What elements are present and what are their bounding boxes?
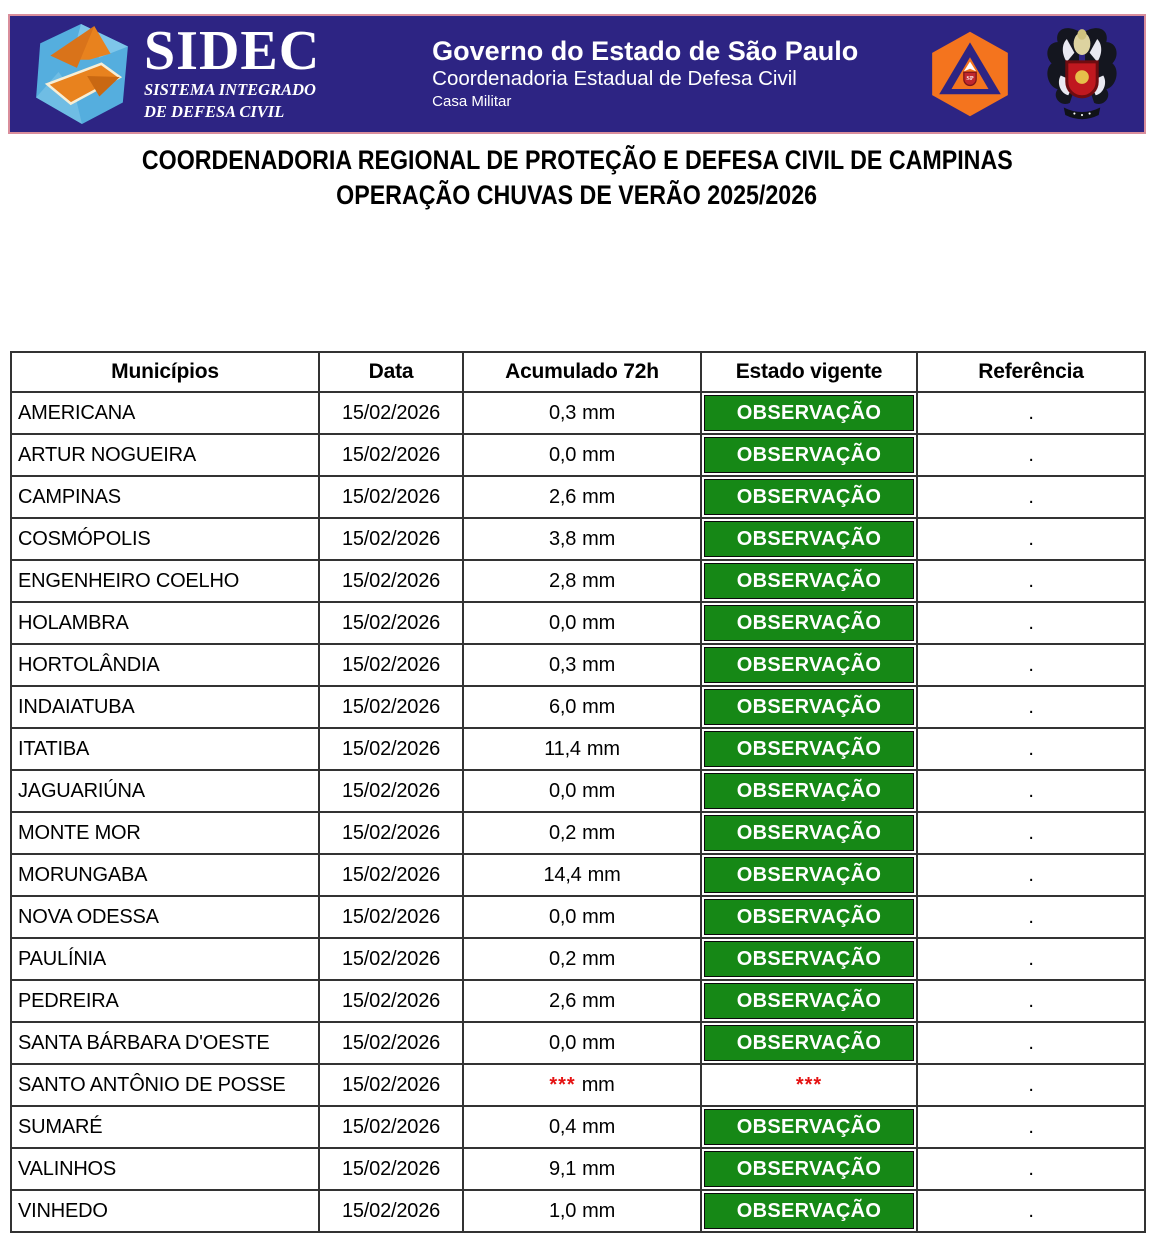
cell-municipio: NOVA ODESSA [11, 896, 319, 938]
header-acumulado: Acumulado 72h [463, 352, 701, 392]
gov-line1: Governo do Estado de São Paulo [432, 35, 859, 66]
cell-estado [701, 434, 917, 476]
header-estado: Estado vigente [701, 352, 917, 392]
table-body [11, 392, 1145, 1232]
estado-box: OBSERVAÇÃO [704, 395, 914, 431]
cell-data: 15/02/2026 [319, 980, 463, 1022]
acumulado-value: 0,3 [548, 401, 577, 424]
table-row [11, 728, 1145, 770]
acumulado-value: 3,8 [548, 527, 577, 550]
cell-municipio: VINHEDO [11, 1190, 319, 1232]
cell-data: 15/02/2026 [319, 728, 463, 770]
acumulado-value: 0,2 [548, 821, 577, 844]
cell-estado [701, 602, 917, 644]
acumulado-value: 0,3 [548, 653, 577, 676]
acumulado-unit: mm [582, 1157, 616, 1180]
acumulado-unit: mm [582, 611, 616, 634]
acumulado-unit: mm [582, 653, 616, 676]
government-heading [432, 37, 858, 112]
cell-estado [701, 854, 917, 896]
table-row [11, 896, 1145, 938]
cell-acumulado [463, 434, 701, 476]
cell-estado [701, 812, 917, 854]
acumulado-unit: mm [582, 1115, 616, 1138]
cell-referencia: . [917, 1190, 1145, 1232]
estado-box: OBSERVAÇÃO [704, 1151, 914, 1187]
cell-municipio: ITATIBA [11, 728, 319, 770]
table-row [11, 1022, 1145, 1064]
cell-data: 15/02/2026 [319, 1064, 463, 1106]
cell-data: 15/02/2026 [319, 812, 463, 854]
header-banner [8, 14, 1146, 134]
cell-referencia: . [917, 938, 1145, 980]
cell-municipio: CAMPINAS [11, 476, 319, 518]
emblems-group [926, 22, 1120, 126]
estado-box: OBSERVAÇÃO [704, 479, 914, 515]
cell-acumulado [463, 686, 701, 728]
svg-text:SP: SP [966, 76, 974, 83]
cell-referencia: . [917, 1148, 1145, 1190]
cell-referencia: . [917, 980, 1145, 1022]
cell-acumulado [463, 770, 701, 812]
cell-data: 15/02/2026 [319, 392, 463, 434]
acumulado-unit: mm [582, 401, 616, 424]
sidec-origami-bird-icon [28, 23, 134, 125]
cell-estado [701, 1064, 917, 1106]
cell-acumulado [463, 392, 701, 434]
cell-data: 15/02/2026 [319, 686, 463, 728]
acumulado-unit: mm [582, 905, 616, 928]
cell-data: 15/02/2026 [319, 518, 463, 560]
acumulado-value: 14,4 [543, 863, 582, 886]
table-row [11, 392, 1145, 434]
cell-acumulado [463, 728, 701, 770]
cell-acumulado [463, 938, 701, 980]
cell-acumulado [463, 476, 701, 518]
cell-referencia: . [917, 1022, 1145, 1064]
cell-referencia: . [917, 476, 1145, 518]
estado-box: OBSERVAÇÃO [704, 983, 914, 1019]
table-row [11, 434, 1145, 476]
acumulado-unit: mm [582, 947, 616, 970]
cell-estado [701, 938, 917, 980]
table-row [11, 686, 1145, 728]
table-row [11, 1064, 1145, 1106]
cell-referencia: . [917, 560, 1145, 602]
cell-acumulado [463, 1064, 701, 1106]
cell-estado [701, 1106, 917, 1148]
sidec-wordmark [144, 20, 321, 121]
cell-acumulado [463, 560, 701, 602]
acumulado-value: 2,6 [548, 485, 577, 508]
cell-estado [701, 686, 917, 728]
table-row [11, 1148, 1145, 1190]
sidec-subtitle-line2: DE DEFESA CIVIL [144, 101, 285, 121]
cell-acumulado [463, 644, 701, 686]
cell-municipio: ARTUR NOGUEIRA [11, 434, 319, 476]
cell-referencia: . [917, 644, 1145, 686]
sidec-logo-group [28, 20, 321, 125]
estado-box: OBSERVAÇÃO [704, 899, 914, 935]
table-row [11, 854, 1145, 896]
cell-estado [701, 980, 917, 1022]
cell-acumulado [463, 980, 701, 1022]
cell-data: 15/02/2026 [319, 434, 463, 476]
gov-line2: Coordenadoria Estadual de Defesa Civil [432, 66, 797, 90]
cell-acumulado [463, 854, 701, 896]
cell-referencia: . [917, 392, 1145, 434]
cell-referencia: . [917, 854, 1145, 896]
acumulado-value: 9,1 [548, 1157, 577, 1180]
cell-data: 15/02/2026 [319, 602, 463, 644]
cell-municipio: PEDREIRA [11, 980, 319, 1022]
cell-municipio: SUMARÉ [11, 1106, 319, 1148]
acumulado-value: 2,6 [548, 989, 577, 1012]
page-title [0, 143, 1154, 213]
table-row [11, 938, 1145, 980]
cell-data: 15/02/2026 [319, 938, 463, 980]
defesa-civil-hexagon-icon [926, 28, 1014, 120]
table-header-row [11, 352, 1145, 392]
estado-box: *** [704, 1067, 914, 1103]
estado-box: OBSERVAÇÃO [704, 941, 914, 977]
cell-referencia: . [917, 518, 1145, 560]
cell-estado [701, 560, 917, 602]
acumulado-value: 0,4 [548, 1115, 577, 1138]
cell-data: 15/02/2026 [319, 560, 463, 602]
acumulado-value: 11,4 [544, 737, 581, 760]
cell-municipio: PAULÍNIA [11, 938, 319, 980]
acumulado-unit: mm [582, 569, 616, 592]
table-row [11, 560, 1145, 602]
acumulado-value: 0,0 [548, 905, 577, 928]
cell-municipio: ENGENHEIRO COELHO [11, 560, 319, 602]
cell-acumulado [463, 896, 701, 938]
cell-estado [701, 1190, 917, 1232]
cell-municipio: VALINHOS [11, 1148, 319, 1190]
cell-referencia: . [917, 896, 1145, 938]
rainfall-report-table [10, 351, 1146, 1233]
cell-referencia: . [917, 770, 1145, 812]
acumulado-value: 0,0 [548, 1031, 577, 1054]
acumulado-unit: mm [582, 989, 616, 1012]
sidec-subtitle-line1: SISTEMA INTEGRADO [144, 79, 316, 99]
cell-estado [701, 728, 917, 770]
estado-box: OBSERVAÇÃO [704, 689, 914, 725]
cell-estado [701, 1148, 917, 1190]
cell-municipio: HORTOLÂNDIA [11, 644, 319, 686]
acumulado-unit: mm [587, 863, 621, 886]
acumulado-value: 2,8 [548, 569, 577, 592]
acumulado-unit: mm [586, 737, 620, 760]
sidec-title: SIDEC [144, 20, 321, 83]
cell-referencia: . [917, 686, 1145, 728]
cell-acumulado [463, 1106, 701, 1148]
acumulado-value: 0,0 [548, 611, 577, 634]
cell-municipio: AMERICANA [11, 392, 319, 434]
acumulado-unit: mm [582, 821, 616, 844]
cell-estado [701, 392, 917, 434]
acumulado-unit: mm [582, 485, 616, 508]
cell-estado [701, 770, 917, 812]
cell-estado [701, 896, 917, 938]
cell-municipio: JAGUARIÚNA [11, 770, 319, 812]
acumulado-unit: mm [582, 1031, 616, 1054]
table-row [11, 980, 1145, 1022]
cell-estado [701, 518, 917, 560]
cell-data: 15/02/2026 [319, 644, 463, 686]
table-row [11, 812, 1145, 854]
cell-municipio: MORUNGABA [11, 854, 319, 896]
header-municipios: Municípios [11, 352, 319, 392]
page-title-line1: COORDENADORIA REGIONAL DE PROTEÇÃO E DEFESA CIVIL DE CAMPINAS [141, 145, 1013, 175]
estado-box: OBSERVAÇÃO [704, 815, 914, 851]
cell-data: 15/02/2026 [319, 1106, 463, 1148]
cell-municipio: MONTE MOR [11, 812, 319, 854]
cell-acumulado [463, 1022, 701, 1064]
acumulado-value: 0,2 [548, 947, 577, 970]
cell-municipio: COSMÓPOLIS [11, 518, 319, 560]
table-row [11, 770, 1145, 812]
cell-referencia: . [917, 434, 1145, 476]
cell-referencia: . [917, 602, 1145, 644]
acumulado-unit: mm [581, 1073, 615, 1096]
acumulado-unit: mm [582, 1199, 616, 1222]
cell-estado [701, 644, 917, 686]
acumulado-value: 1,0 [548, 1199, 577, 1222]
estado-box: OBSERVAÇÃO [704, 773, 914, 809]
cell-acumulado [463, 602, 701, 644]
cell-referencia: . [917, 1064, 1145, 1106]
estado-box: OBSERVAÇÃO [704, 1025, 914, 1061]
estado-box: OBSERVAÇÃO [704, 647, 914, 683]
cell-data: 15/02/2026 [319, 1148, 463, 1190]
cell-referencia: . [917, 728, 1145, 770]
estado-box: OBSERVAÇÃO [704, 605, 914, 641]
gov-line3: Casa Militar [432, 93, 512, 111]
acumulado-value: 0,0 [548, 443, 577, 466]
acumulado-unit: mm [582, 779, 616, 802]
page-title-line2: OPERAÇÃO CHUVAS DE VERÃO 2025/2026 [336, 180, 818, 210]
acumulado-value: 0,0 [548, 779, 577, 802]
estado-box: OBSERVAÇÃO [704, 1109, 914, 1145]
acumulado-unit: mm [582, 443, 616, 466]
casa-militar-crest-icon [1044, 22, 1120, 126]
table-row [11, 1106, 1145, 1148]
estado-box: OBSERVAÇÃO [704, 1193, 914, 1229]
acumulado-unit: mm [582, 695, 616, 718]
cell-municipio: INDAIATUBA [11, 686, 319, 728]
estado-box: OBSERVAÇÃO [704, 857, 914, 893]
acumulado-value: *** [549, 1073, 576, 1096]
cell-data: 15/02/2026 [319, 476, 463, 518]
estado-box: OBSERVAÇÃO [704, 731, 914, 767]
cell-municipio: SANTA BÁRBARA D'OESTE [11, 1022, 319, 1064]
table-row [11, 602, 1145, 644]
acumulado-unit: mm [582, 527, 616, 550]
cell-acumulado [463, 812, 701, 854]
cell-referencia: . [917, 1106, 1145, 1148]
estado-box: OBSERVAÇÃO [704, 437, 914, 473]
header-data: Data [319, 352, 463, 392]
cell-data: 15/02/2026 [319, 896, 463, 938]
estado-box: OBSERVAÇÃO [704, 521, 914, 557]
cell-municipio: HOLAMBRA [11, 602, 319, 644]
cell-acumulado [463, 1148, 701, 1190]
cell-acumulado [463, 518, 701, 560]
cell-estado [701, 476, 917, 518]
acumulado-value: 6,0 [548, 695, 577, 718]
cell-referencia: . [917, 812, 1145, 854]
cell-acumulado [463, 1190, 701, 1232]
table-row [11, 644, 1145, 686]
cell-municipio: SANTO ANTÔNIO DE POSSE [11, 1064, 319, 1106]
header-referencia: Referência [917, 352, 1145, 392]
cell-data: 15/02/2026 [319, 770, 463, 812]
cell-data: 15/02/2026 [319, 1022, 463, 1064]
cell-data: 15/02/2026 [319, 854, 463, 896]
table-row [11, 476, 1145, 518]
cell-data: 15/02/2026 [319, 1190, 463, 1232]
table-row [11, 518, 1145, 560]
cell-estado [701, 1022, 917, 1064]
estado-box: OBSERVAÇÃO [704, 563, 914, 599]
table-row [11, 1190, 1145, 1232]
